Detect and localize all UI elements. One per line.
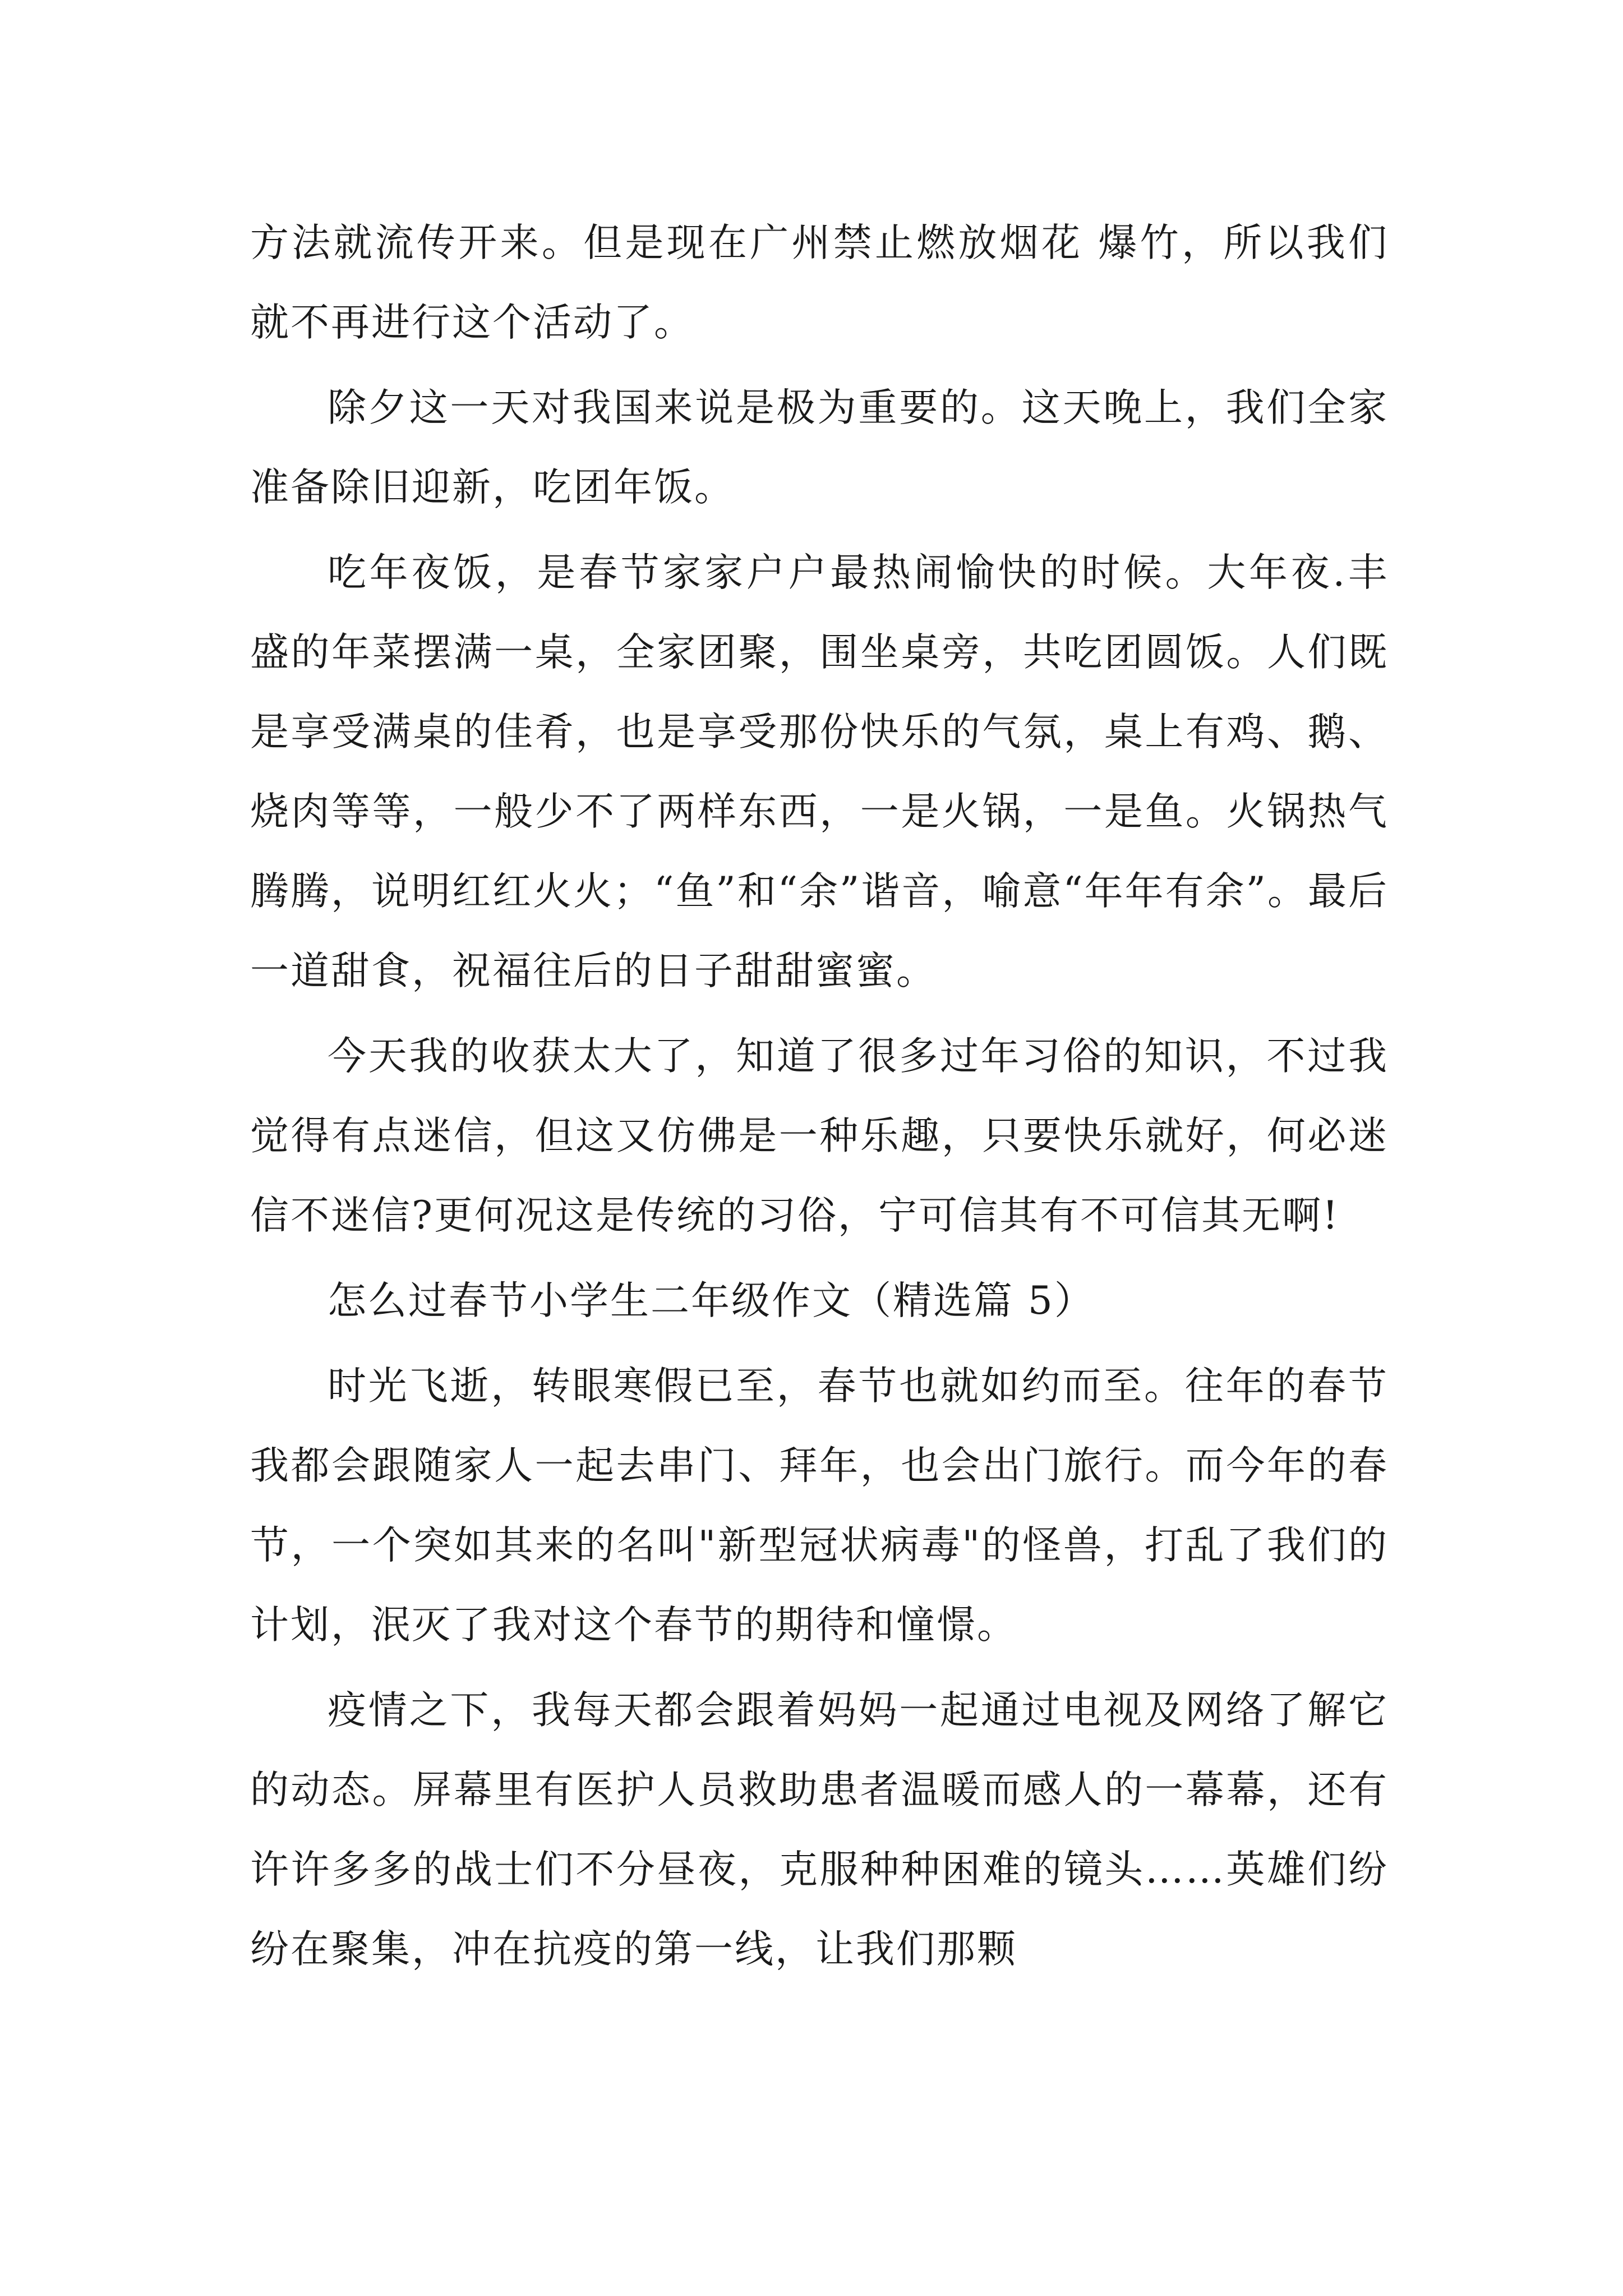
paragraph-reflection: 今天我的收获太大了，知道了很多过年习俗的知识，不过我觉得有点迷信，但这又仿佛是一种乐趣，只要快乐就好，何必迷信不迷信?更何况这是传统的习俗，宁可信其有不可信其无啊!: [250, 1034, 1389, 1238]
document-body: [250, 203, 1389, 1995]
paragraph-reunion-dinner: 吃年夜饭，是春节家家户户最热闹愉快的时候。大年夜.丰盛的年菜摆满一桌，全家团聚，围坐桌旁，共吃团圆饭。人们既是享受满桌的佳肴，也是享受那份快乐的气氛，桌上有鸡、鹅、烧肉等等，一般少不了两样东西，一是火锅，一是鱼。火锅热气腾腾，说明红红火火；“鱼”和“余”谐音，喻意“年年有余”。最后一道甜食，祝福往后的日子甜甜蜜蜜。: [250, 550, 1389, 993]
paragraph-epidemic: 疫情之下，我每天都会跟着妈妈一起通过电视及网络了解它的动态。屏幕里有医护人员救助患者温暖而感人的一幕幕，还有许许多多的战士们不分昼夜，克服种种困难的镜头……英雄们纷纷在聚集，冲在抗疫的第一线，让我们那颗: [250, 1688, 1389, 1972]
paragraph-new-years-eve: 除夕这一天对我国来说是极为重要的。这天晚上，我们全家准备除旧迎新，吃团年饭。: [250, 385, 1389, 510]
paragraph-intro-essay-5: 时光飞逝，转眼寒假已至，春节也就如约而至。往年的春节我都会跟随家人一起去串门、拜年，也会出门旅行。而今年的春节，一个突如其来的名叫"新型冠状病毒"的怪兽，打乱了我们的计划，泯灭了我对这个春节的期待和憧憬。: [250, 1364, 1389, 1648]
section-heading: 怎么过春节小学生二年级作文（精选篇 5）: [328, 1278, 1095, 1323]
paragraph-continuation: 方法就流传开来。但是现在广州禁止燃放烟花 爆竹，所以我们就不再进行这个活动了。: [250, 220, 1389, 345]
